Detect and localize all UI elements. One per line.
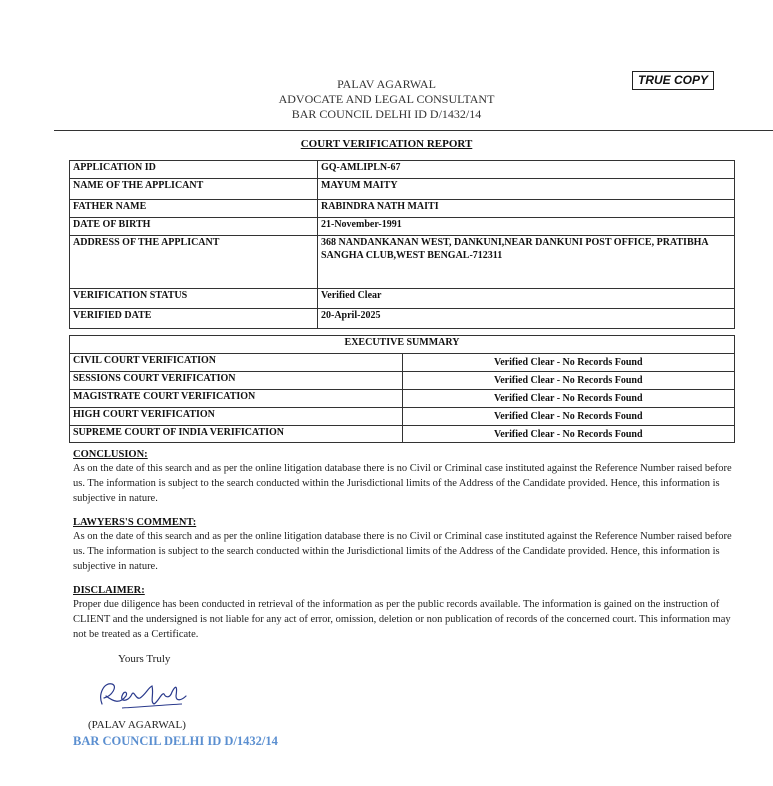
row-value: Verified Clear - No Records Found (402, 354, 735, 372)
signatory-name: (PALAV AGARWAL) (88, 719, 186, 731)
disclaimer-text: Proper due diligence has been conducted in retrieval of the information as per the public records available. The information is gained on the instruction of CLIENT and the undersigned is not liable for any act of error, omission, deletion or non publication of records of the concerned court. This information may not be treated as a Certificate. (73, 599, 731, 640)
row-value: Verified Clear (318, 289, 735, 309)
row-label: DATE OF BIRTH (70, 218, 318, 236)
letterhead-name: PALAV AGARWAL (337, 77, 436, 91)
true-copy-stamp: TRUE COPY (632, 71, 714, 90)
table-row (70, 289, 735, 309)
conclusion-section (73, 448, 733, 506)
letterhead-divider (54, 130, 773, 131)
table-row (70, 218, 735, 236)
row-value: 21-November-1991 (318, 218, 735, 236)
closing-salutation: Yours Truly (118, 653, 171, 665)
disclaimer-heading: DISCLAIMER: (73, 585, 145, 596)
lawyers-comment-text: As on the date of this search and as per the online litigation database there is no Civil or Criminal case instituted against the Reference Number raised before us. The information is subject to the search conducted within the Jurisdictional limits of the Address of the Candidate provided. Hence, this information is subjective in nature. (73, 531, 732, 572)
row-value: Verified Clear - No Records Found (402, 426, 735, 443)
lawyers-comment-heading: LAWYERS'S COMMENT: (73, 517, 197, 528)
table-row (70, 372, 735, 390)
table-row (70, 426, 735, 443)
table-row (70, 354, 735, 372)
details-table (69, 160, 735, 329)
row-label: ADDRESS OF THE APPLICANT (70, 236, 318, 289)
row-label: VERIFICATION STATUS (70, 289, 318, 309)
report-title: COURT VERIFICATION REPORT (300, 138, 473, 150)
signatory-council-id: BAR COUNCIL DELHI ID D/1432/14 (73, 734, 278, 748)
row-label: CIVIL COURT VERIFICATION (70, 354, 403, 372)
signature-image (92, 674, 192, 714)
row-label: MAGISTRATE COURT VERIFICATION (70, 390, 403, 408)
executive-summary-table (69, 335, 735, 443)
conclusion-heading: CONCLUSION: (73, 449, 148, 460)
table-row (70, 200, 735, 218)
letterhead (0, 77, 773, 122)
table-row (70, 408, 735, 426)
row-label: SESSIONS COURT VERIFICATION (70, 372, 403, 390)
row-label: SUPREME COURT OF INDIA VERIFICATION (70, 426, 403, 443)
letterhead-title: ADVOCATE AND LEGAL CONSULTANT (278, 92, 495, 106)
row-label: FATHER NAME (70, 200, 318, 218)
row-value: Verified Clear - No Records Found (402, 408, 735, 426)
row-value: 20-April-2025 (318, 309, 735, 329)
row-value: 368 NANDANKANAN WEST, DANKUNI,NEAR DANKUNI POST OFFICE, PRATIBHA SANGHA CLUB,WEST BENGAL-712311 (318, 236, 735, 289)
disclaimer-section (73, 584, 733, 642)
row-value: GQ-AMLIPLN-67 (318, 161, 735, 179)
row-label: NAME OF THE APPLICANT (70, 179, 318, 200)
table-row (70, 236, 735, 289)
summary-heading: EXECUTIVE SUMMARY (70, 336, 735, 354)
conclusion-text: As on the date of this search and as per the online litigation database there is no Civil or Criminal case instituted against the Reference Number raised before us. The information is subject to the search conducted within the Jurisdictional limits of the Address of the Candidate provided. Hence, this information is subjective in nature. (73, 463, 732, 504)
row-label: VERIFIED DATE (70, 309, 318, 329)
row-value: MAYUM MAITY (318, 179, 735, 200)
letterhead-council-id: BAR COUNCIL DELHI ID D/1432/14 (291, 107, 482, 121)
row-label: HIGH COURT VERIFICATION (70, 408, 403, 426)
table-row (70, 336, 735, 354)
table-row (70, 390, 735, 408)
table-row (70, 179, 735, 200)
table-row (70, 309, 735, 329)
table-row (70, 161, 735, 179)
lawyers-comment-section (73, 516, 733, 574)
row-value: Verified Clear - No Records Found (402, 372, 735, 390)
row-label: APPLICATION ID (70, 161, 318, 179)
row-value: RABINDRA NATH MAITI (318, 200, 735, 218)
row-value: Verified Clear - No Records Found (402, 390, 735, 408)
